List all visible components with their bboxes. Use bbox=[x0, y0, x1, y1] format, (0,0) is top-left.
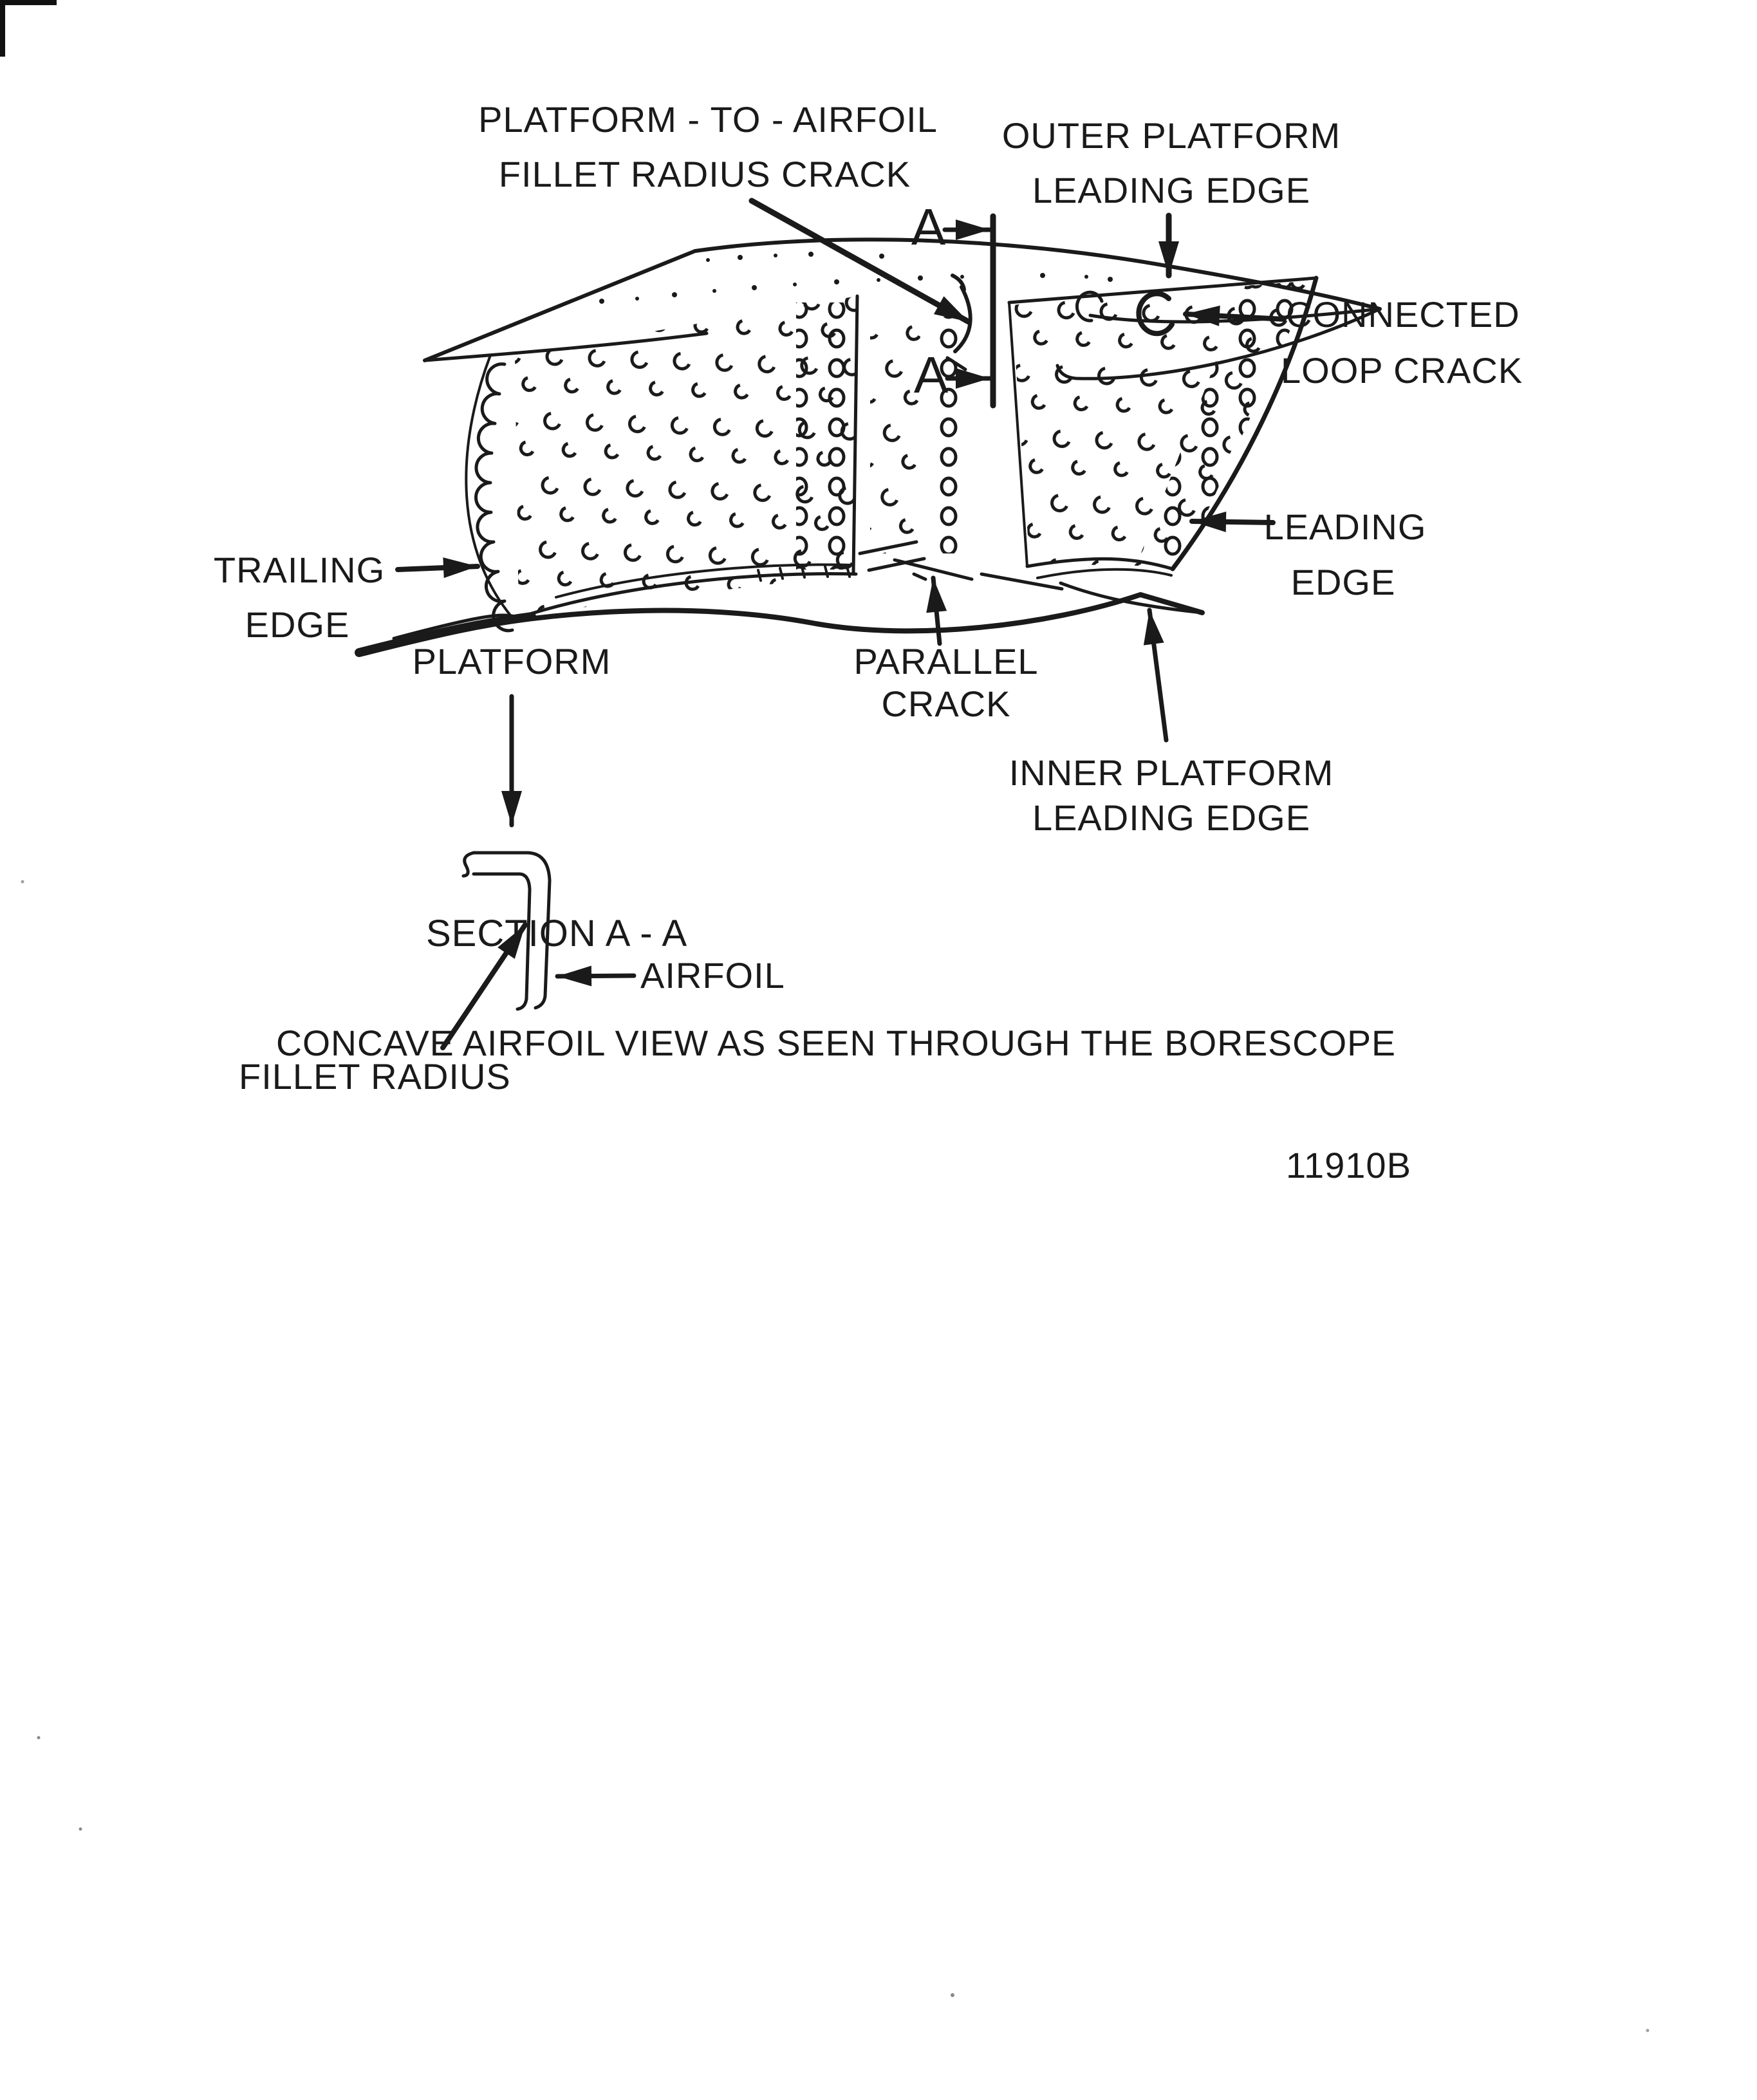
figure-labels bbox=[214, 99, 1523, 1097]
leading-edge-arrow bbox=[1192, 521, 1273, 523]
label-parallel-crack-line1: PARALLEL bbox=[853, 641, 1039, 682]
label-fillet-crack-line1: PLATFORM - TO - AIRFOIL bbox=[478, 99, 938, 140]
inner-platform-arrow bbox=[1149, 610, 1166, 740]
label-platform: PLATFORM bbox=[412, 641, 611, 682]
view-caption: CONCAVE AIRFOIL VIEW AS SEEN THROUGH THE BORESCOPE bbox=[276, 1023, 1396, 1063]
left-airfoil-cooling-hole-band bbox=[796, 302, 848, 570]
label-leading-edge-line1: LEADING bbox=[1263, 506, 1427, 547]
label-outer-platform-line2: LEADING EDGE bbox=[1032, 170, 1311, 210]
sketch-foot-flare bbox=[517, 999, 526, 1009]
figure-captions bbox=[276, 913, 1411, 1185]
label-fillet-crack-line2: FILLET RADIUS CRACK bbox=[498, 154, 911, 194]
label-trailing-edge-line2: EDGE bbox=[245, 604, 350, 645]
sketch-left-curl bbox=[463, 853, 474, 876]
label-parallel-crack-line2: CRACK bbox=[881, 683, 1011, 724]
label-fillet-radius: FILLET RADIUS bbox=[239, 1056, 511, 1097]
label-leading-edge-line2: EDGE bbox=[1290, 562, 1396, 602]
section-marker-top: A bbox=[911, 198, 947, 256]
section-marker-bottom: A bbox=[913, 346, 949, 404]
label-inner-platform-line1: INNER PLATFORM bbox=[1009, 752, 1334, 793]
vane-gap-texture bbox=[870, 317, 920, 553]
figure-id-code: 11910B bbox=[1286, 1145, 1411, 1185]
label-trailing-edge-line1: TRAILING bbox=[213, 550, 386, 590]
parallel-crack-arrow bbox=[933, 578, 940, 644]
label-connected-loop-line1: CONNECTED bbox=[1286, 294, 1520, 335]
left-airfoil-drawing bbox=[466, 296, 972, 631]
label-outer-platform-line1: OUTER PLATFORM bbox=[1001, 115, 1341, 156]
label-airfoil: AIRFOIL bbox=[640, 955, 785, 996]
trailing-edge-arrow bbox=[398, 566, 478, 570]
right-airfoil-fillet-line bbox=[1037, 570, 1171, 578]
section-caption: SECTION A - A bbox=[426, 913, 688, 954]
label-connected-loop-line2: LOOP CRACK bbox=[1281, 350, 1523, 391]
label-inner-platform-line2: LEADING EDGE bbox=[1032, 797, 1311, 838]
